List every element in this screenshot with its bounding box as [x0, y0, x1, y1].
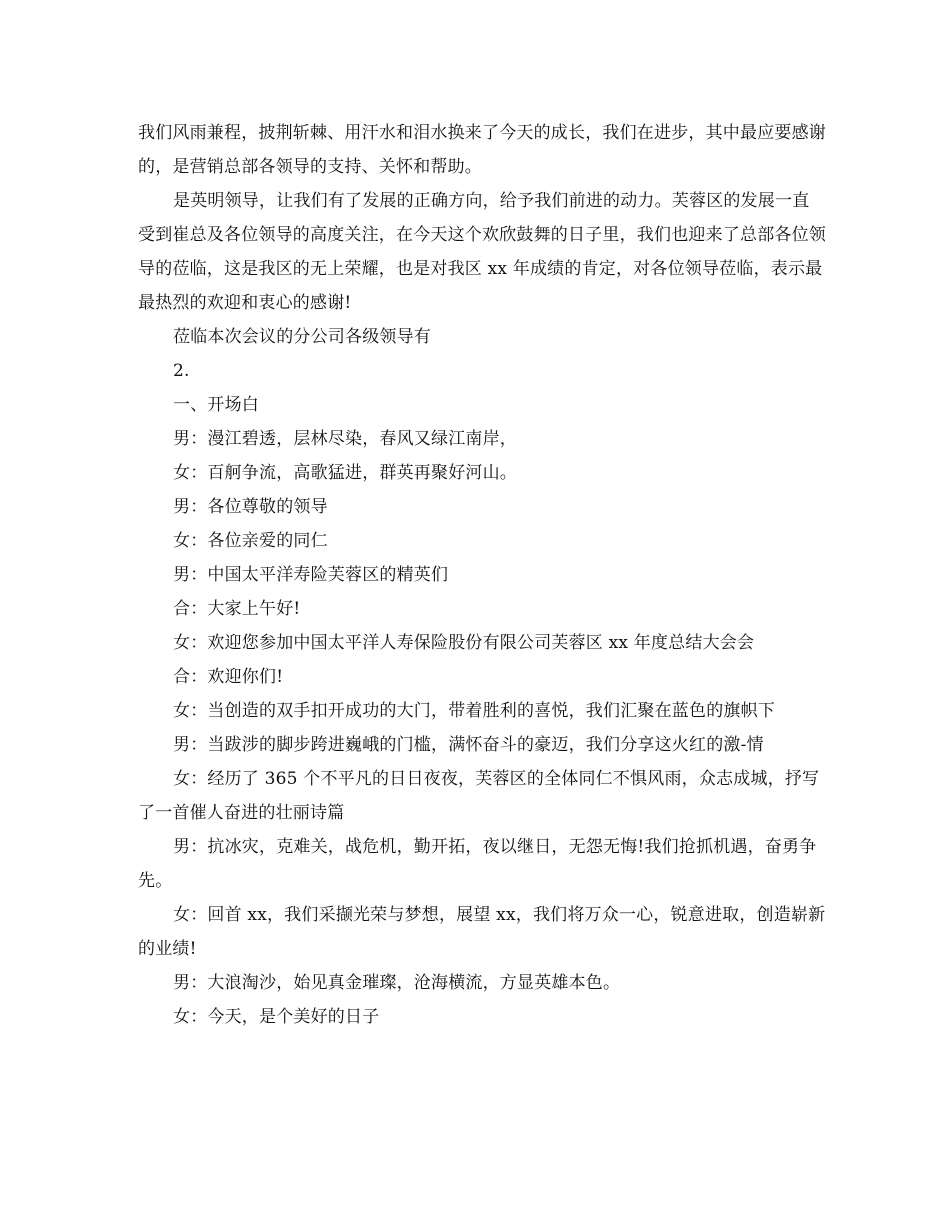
- dialogue-line: 女：欢迎您参加中国太平洋人寿保险股份有限公司芙蓉区 xx 年度总结大会会: [173, 633, 755, 653]
- dialogue-line: 女：百舸争流，高歌猛进，群英再聚好河山。: [173, 463, 517, 483]
- dialogue-line: 女：回首 xx，我们采撷光荣与梦想，展望 xx，我们将万众一心，锐意进取，创造崭新的业绩!: [138, 905, 826, 959]
- dialogue-line: 男：中国太平洋寿险芙蓉区的精英们: [173, 565, 449, 585]
- paragraph: 是英明领导，让我们有了发展的正确方向，给予我们前进的动力。芙蓉区的发展一直受到崔总及各位领导的高度关注，在今天这个欢欣鼓舞的日子里，我们也迎来了总部各位领导的莅临，这是我区的无上荣耀，也是对我区 xx 年成绩的肯定，对各位领导莅临，表示最最热烈的欢迎和衷心的感谢!: [138, 191, 826, 313]
- dialogue-line: 男：各位尊敬的领导: [173, 497, 328, 517]
- document-body: [138, 116, 826, 1034]
- dialogue-line: 男：当跋涉的脚步跨进巍峨的门槛，满怀奋斗的豪迈，我们分享这火红的激-情: [173, 735, 764, 755]
- dialogue-line: 合：大家上午好!: [173, 599, 301, 619]
- dialogue-line: 男：抗冰灾，克难关，战危机，勤开拓，夜以继日，无怨无悔!我们抢抓机遇，奋勇争先。: [138, 837, 817, 891]
- dialogue-line: 女：今天，是个美好的日子: [173, 1007, 380, 1027]
- paragraph: 2.: [173, 361, 190, 381]
- dialogue-line: 男：漫江碧透，层林尽染，春风又绿江南岸，: [173, 429, 517, 449]
- paragraph: 我们风雨兼程，披荆斩棘、用汗水和泪水换来了今天的成长，我们在进步，其中最应要感谢的，是营销总部各领导的支持、关怀和帮助。: [138, 123, 826, 177]
- dialogue-line: 女：经历了 365 个不平凡的日日夜夜，芙蓉区的全体同仁不惧风雨，众志成城，抒写了一首催人奋进的壮丽诗篇: [138, 769, 820, 823]
- dialogue-line: 女：当创造的双手扣开成功的大门，带着胜利的喜悦，我们汇聚在蓝色的旗帜下: [173, 701, 775, 721]
- dialogue-line: 男：大浪淘沙，始见真金璀璨，沧海横流，方显英雄本色。: [173, 973, 621, 993]
- dialogue-line: 合：欢迎你们!: [173, 667, 284, 687]
- section-heading: 一、开场白: [173, 395, 259, 415]
- paragraph: 莅临本次会议的分公司各级领导有: [173, 327, 431, 347]
- dialogue-line: 女：各位亲爱的同仁: [173, 531, 328, 551]
